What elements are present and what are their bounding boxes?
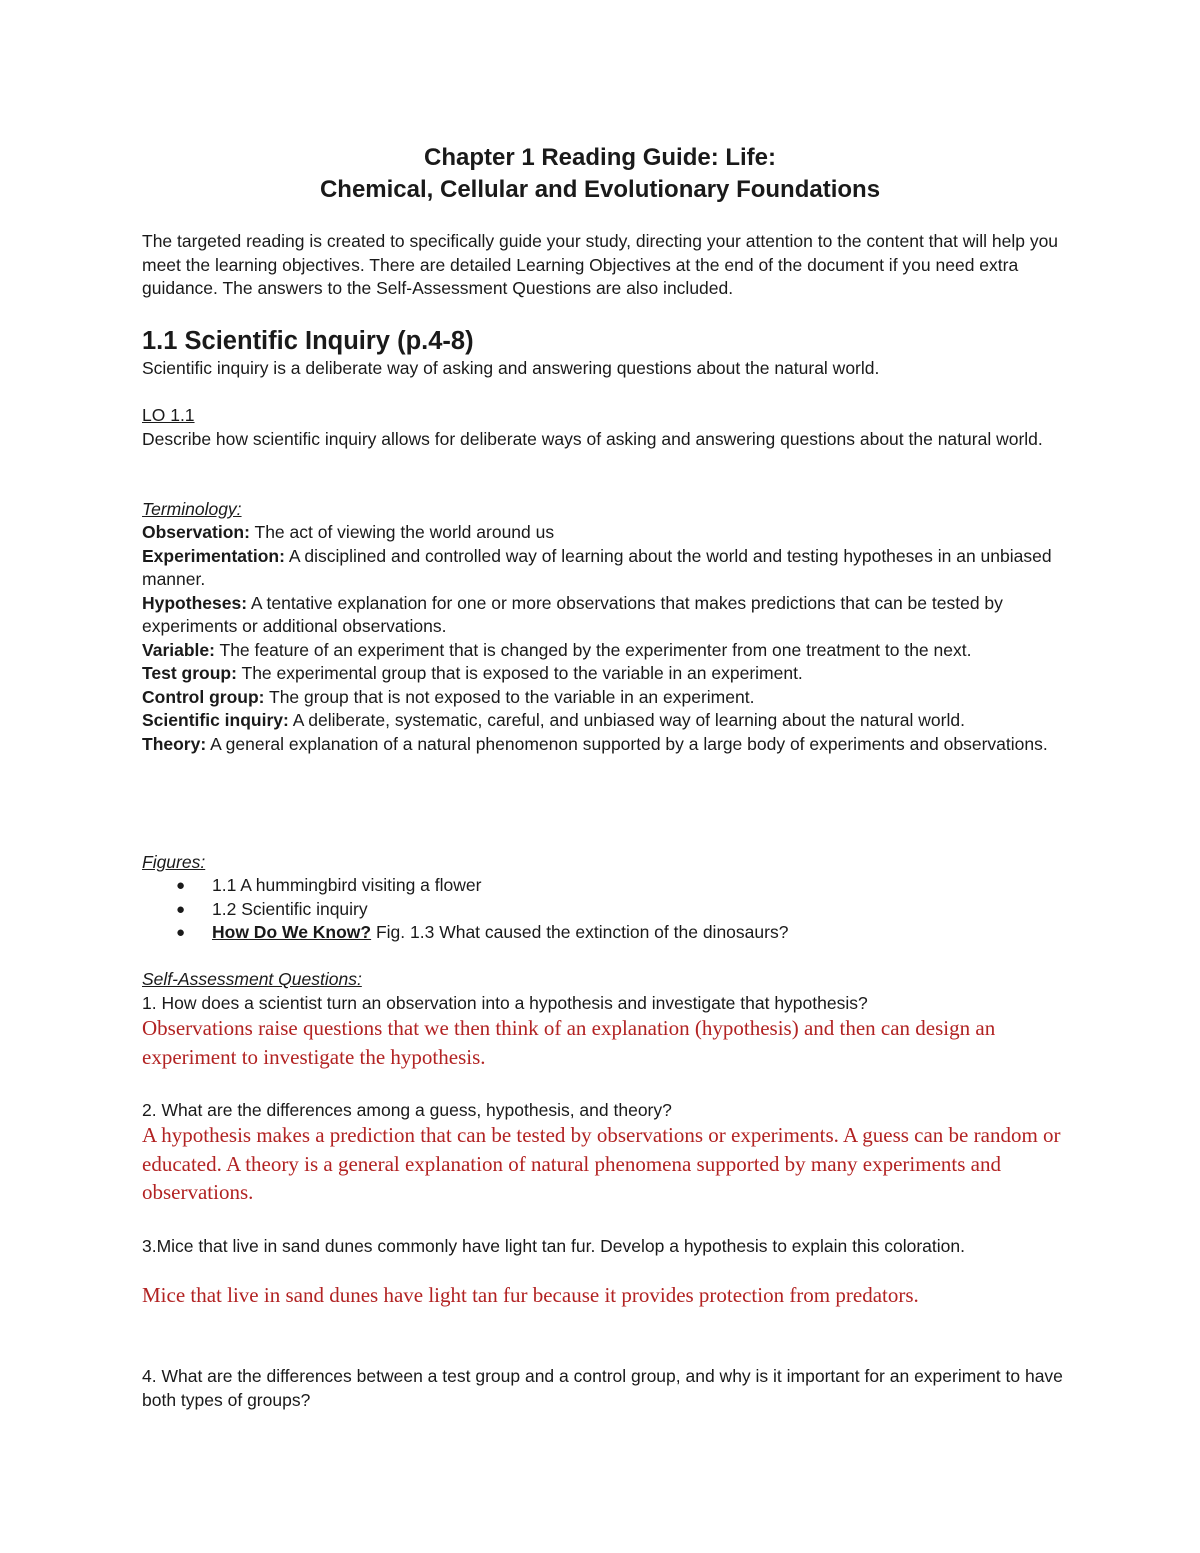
answer-3: Mice that live in sand dunes have light tan fur because it provides protection from predators. — [142, 1283, 919, 1307]
term-item — [142, 709, 1072, 733]
bullet-icon: ● — [176, 924, 186, 941]
section-lead: Scientific inquiry is a deliberate way of asking and answering questions about the natural world. — [142, 358, 880, 378]
term-definition: The act of viewing the world around us — [249, 522, 555, 542]
term-item — [142, 662, 1072, 686]
term-definition: The feature of an experiment that is changed by the experimenter from one treatment to the next. — [214, 639, 972, 660]
how-do-we-know-label: How Do We Know? — [212, 922, 372, 942]
figure-item — [142, 898, 1042, 922]
figure-text: 1.2 Scientific inquiry — [212, 898, 368, 919]
term-name: Observation: — [142, 522, 250, 542]
intro-paragraph: The targeted reading is created to specifically guide your study, directing your attention to the content that will help you meet the learning objectives. There are detailed Learning Objectives at the end of the document if you need extra guidance. The answers to the Self-Assessment Questions are also included. — [142, 231, 1059, 298]
term-name: Theory: — [142, 733, 207, 754]
term-name: Scientific inquiry: — [142, 710, 289, 730]
question-1: 1. How does a scientist turn an observation into a hypothesis and investigate that hypothesis? — [142, 993, 868, 1013]
document-title — [0, 142, 1200, 206]
figures-list — [142, 874, 1042, 945]
term-definition: The group that is not exposed to the variable in an experiment. — [264, 686, 755, 707]
term-item — [142, 686, 1072, 710]
lo-label: LO 1.1 — [142, 405, 195, 425]
terminology-label: Terminology: — [142, 499, 242, 519]
term-item — [142, 592, 1072, 639]
bullet-icon: ● — [176, 900, 186, 918]
answer-2: A hypothesis makes a prediction that can be tested by observations or experiments. A guess can be random or educated. A theory is a general explanation of natural phenomena supported by many experiments and observations. — [142, 1123, 1061, 1204]
term-definition: A general explanation of a natural phenomenon supported by a large body of experiments and observations. — [206, 733, 1048, 754]
terminology-list — [142, 521, 1072, 756]
term-item — [142, 733, 1072, 757]
figure-item — [142, 921, 1042, 945]
title-line-1: Chapter 1 Reading Guide: Life: — [423, 144, 777, 171]
term-name: Hypotheses: — [142, 592, 248, 613]
question-2: 2. What are the differences among a guess, hypothesis, and theory? — [142, 1100, 672, 1120]
question-3: 3.Mice that live in sand dunes commonly have light tan fur. Develop a hypothesis to explain this coloration. — [142, 1236, 965, 1256]
term-name: Experimentation: — [142, 545, 285, 566]
term-definition: A tentative explanation for one or more observations that makes predictions that can be tested by experiments or additional observations. — [142, 592, 1003, 636]
answer-1: Observations raise questions that we then think of an explanation (hypothesis) and then can design an experiment to investigate the hypothesis. — [142, 1016, 996, 1069]
term-definition: A deliberate, systematic, careful, and unbiased way of learning about the natural world. — [288, 710, 965, 730]
term-name: Variable: — [142, 639, 215, 660]
term-name: Control group: — [142, 686, 265, 707]
self-assessment-label: Self-Assessment Questions: — [142, 969, 362, 989]
term-item — [142, 521, 1072, 545]
term-item — [142, 639, 1072, 663]
figure-item — [142, 874, 1042, 898]
bullet-icon: ● — [176, 877, 186, 894]
term-definition: A disciplined and controlled way of learning about the world and testing hypotheses in an unbiased manner. — [142, 545, 1052, 589]
figure-text: 1.1 A hummingbird visiting a flower — [212, 875, 482, 895]
title-line-2: Chemical, Cellular and Evolutionary Foundations — [319, 176, 881, 203]
figure-text: Fig. 1.3 What caused the extinction of the dinosaurs? — [371, 922, 789, 942]
question-4: 4. What are the differences between a test group and a control group, and why is it important for an experiment to have both types of groups? — [142, 1366, 1063, 1410]
term-definition: The experimental group that is exposed to the variable in an experiment. — [236, 663, 803, 683]
term-name: Test group: — [142, 663, 237, 683]
term-item — [142, 545, 1072, 592]
figures-label: Figures: — [142, 852, 206, 872]
lo-text: Describe how scientific inquiry allows for deliberate ways of asking and answering questions about the natural world. — [142, 429, 1043, 449]
section-heading: 1.1 Scientific Inquiry (p.4-8) — [142, 327, 474, 355]
